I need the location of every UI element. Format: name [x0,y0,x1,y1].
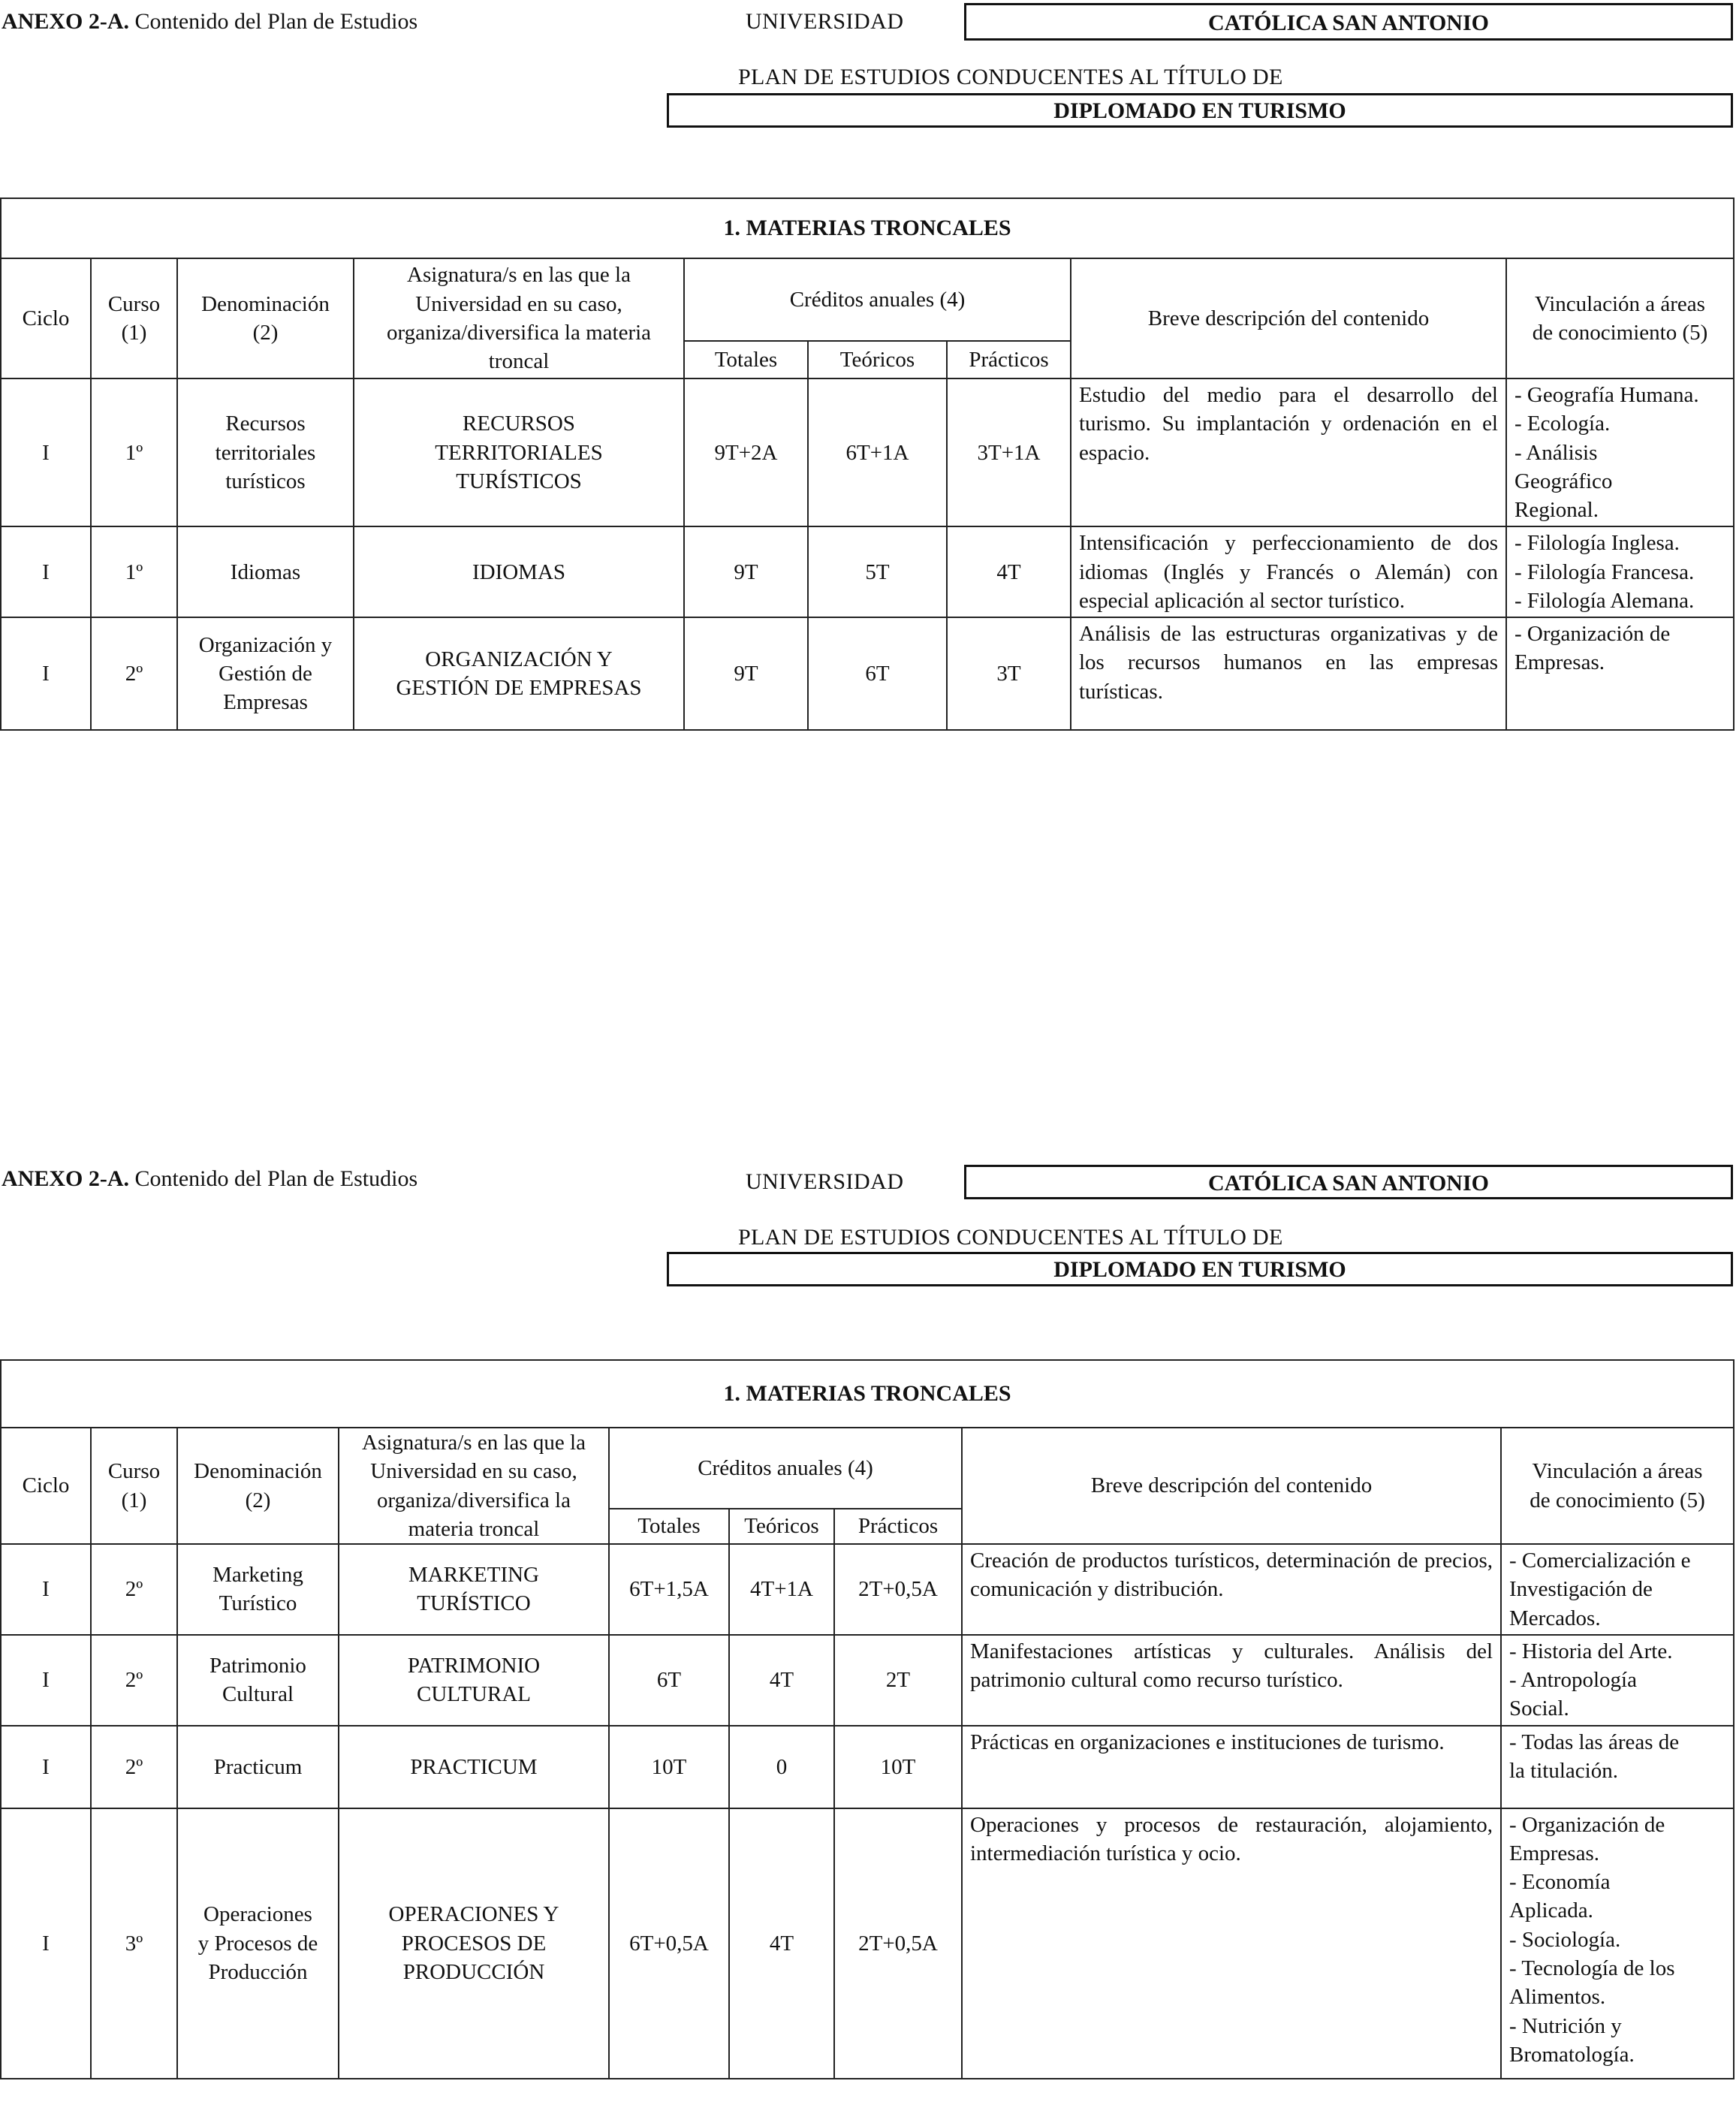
table-row [1,1544,1734,1635]
annex-heading: ANEXO 2-A. Contenido del Plan de Estudios [2,9,418,34]
cell-teoricos: 4T [729,1635,834,1726]
cell-asignatura: OPERACIONES Y PROCESOS DE PRODUCCIÓN [339,1808,609,2079]
table-row [1,378,1734,526]
cell-areas: - Historia del Arte. - Antropología Social. [1501,1635,1734,1726]
header-descripcion: Breve descripción del contenido [962,1428,1501,1544]
cell-denominacion: Organización y Gestión de Empresas [177,617,354,730]
materias-troncales-table-1 [0,198,1734,731]
plan-label: PLAN DE ESTUDIOS CONDUCENTES AL TÍTULO DE [738,1225,1283,1250]
cell-areas: - Comercialización e Investigación de Mercados. [1501,1544,1734,1635]
cell-areas: - Organización de Empresas. [1506,617,1734,730]
cell-totales: 6T+1,5A [609,1544,729,1635]
cell-descripcion: Manifestaciones artísticas y culturales. Análisis del patrimonio cultural como recurso turístico. [962,1635,1501,1726]
cell-totales: 6T [609,1635,729,1726]
table-row [1,1726,1734,1808]
table-row [1,1808,1734,2079]
university-name: CATÓLICA SAN ANTONIO [1208,11,1489,35]
university-name-box [964,1165,1733,1199]
materias-troncales-table-2 [0,1359,1734,2079]
header-practicos: Prácticos [834,1509,962,1544]
header-creditos: Créditos anuales (4) [609,1428,962,1509]
table-row [1,526,1734,617]
degree-box [667,1252,1733,1286]
degree-box [667,93,1733,128]
degree-title: DIPLOMADO EN TURISMO [1053,98,1346,123]
cell-practicos: 2T+0,5A [834,1544,962,1635]
cell-areas: - Todas las áreas de la titulación. [1501,1726,1734,1808]
cell-totales: 10T [609,1726,729,1808]
header-denominacion: Denominación (2) [177,258,354,378]
university-label: UNIVERSIDAD [746,1169,904,1194]
cell-curso: 2º [91,1544,177,1635]
cell-descripcion: Prácticas en organizaciones e instituciones de turismo. [962,1726,1501,1808]
header-vinculacion: Vinculación a áreas de conocimiento (5) [1501,1428,1734,1544]
header-practicos: Prácticos [947,341,1071,378]
header-curso: Curso (1) [91,258,177,378]
cell-curso: 1º [91,378,177,526]
university-label: UNIVERSIDAD [746,9,904,34]
header-asignatura: Asignatura/s en las que la Universidad en su caso, organiza/diversifica la materia troncal [339,1428,609,1544]
degree-title: DIPLOMADO EN TURISMO [1053,1257,1346,1282]
cell-ciclo: I [1,1544,91,1635]
cell-ciclo: I [1,617,91,730]
cell-teoricos: 6T+1A [808,378,947,526]
table-row [1,617,1734,730]
cell-descripcion: Creación de productos turísticos, determinación de precios, comunicación y distribución. [962,1544,1501,1635]
page-2 [0,1160,1736,2111]
cell-ciclo: I [1,1726,91,1808]
cell-denominacion: Operaciones y Procesos de Producción [177,1808,339,2079]
header-creditos: Créditos anuales (4) [684,258,1071,341]
cell-curso: 3º [91,1808,177,2079]
cell-asignatura: PATRIMONIO CULTURAL [339,1635,609,1726]
page-1 [0,0,1736,751]
cell-areas: - Organización de Empresas. - Economía Aplicada. - Sociología. - Tecnología de los Alimentos. - Nutrición y Bromatología. [1501,1808,1734,2079]
header-teoricos: Teóricos [808,341,947,378]
cell-teoricos: 4T [729,1808,834,2079]
cell-curso: 1º [91,526,177,617]
cell-teoricos: 5T [808,526,947,617]
cell-practicos: 3T [947,617,1071,730]
cell-denominacion: Practicum [177,1726,339,1808]
cell-descripcion: Estudio del medio para el desarrollo del turismo. Su implantación y ordenación en el espacio. [1071,378,1506,526]
cell-ciclo: I [1,1635,91,1726]
cell-descripcion: Intensificación y perfeccionamiento de dos idiomas (Inglés y Francés o Alemán) con especial aplicación al sector turístico. [1071,526,1506,617]
cell-practicos: 2T+0,5A [834,1808,962,2079]
header-teoricos: Teóricos [729,1509,834,1544]
cell-teoricos: 6T [808,617,947,730]
cell-ciclo: I [1,1808,91,2079]
cell-denominacion: Recursos territoriales turísticos [177,378,354,526]
cell-curso: 2º [91,1726,177,1808]
section-title: 1. MATERIAS TRONCALES [1,198,1734,258]
cell-denominacion: Patrimonio Cultural [177,1635,339,1726]
cell-asignatura: RECURSOS TERRITORIALES TURÍSTICOS [354,378,684,526]
cell-asignatura: MARKETING TURÍSTICO [339,1544,609,1635]
cell-denominacion: Marketing Turístico [177,1544,339,1635]
cell-practicos: 4T [947,526,1071,617]
cell-ciclo: I [1,378,91,526]
university-name: CATÓLICA SAN ANTONIO [1208,1171,1489,1196]
cell-practicos: 2T [834,1635,962,1726]
header-asignatura: Asignatura/s en las que la Universidad en su caso, organiza/diversifica la materia troncal [354,258,684,378]
cell-curso: 2º [91,617,177,730]
cell-descripcion: Análisis de las estructuras organizativas y de los recursos humanos en las empresas turísticas. [1071,617,1506,730]
cell-areas: - Geografía Humana. - Ecología. - Análisis Geográfico Regional. [1506,378,1734,526]
plan-label: PLAN DE ESTUDIOS CONDUCENTES AL TÍTULO DE [738,65,1283,89]
university-name-box [964,3,1733,41]
cell-totales: 6T+0,5A [609,1808,729,2079]
cell-practicos: 10T [834,1726,962,1808]
cell-asignatura: ORGANIZACIÓN Y GESTIÓN DE EMPRESAS [354,617,684,730]
table-row [1,1635,1734,1726]
cell-practicos: 3T+1A [947,378,1071,526]
header-totales: Totales [684,341,808,378]
cell-teoricos: 4T+1A [729,1544,834,1635]
header-ciclo: Ciclo [1,1428,91,1544]
header-totales: Totales [609,1509,729,1544]
header-vinculacion: Vinculación a áreas de conocimiento (5) [1506,258,1734,378]
cell-ciclo: I [1,526,91,617]
header-ciclo: Ciclo [1,258,91,378]
cell-teoricos: 0 [729,1726,834,1808]
cell-curso: 2º [91,1635,177,1726]
header-curso: Curso (1) [91,1428,177,1544]
cell-totales: 9T [684,526,808,617]
header-denominacion: Denominación (2) [177,1428,339,1544]
annex-heading: ANEXO 2-A. Contenido del Plan de Estudios [2,1166,418,1191]
cell-totales: 9T+2A [684,378,808,526]
cell-asignatura: IDIOMAS [354,526,684,617]
cell-totales: 9T [684,617,808,730]
cell-denominacion: Idiomas [177,526,354,617]
cell-areas: - Filología Inglesa. - Filología Francesa. - Filología Alemana. [1506,526,1734,617]
header-descripcion: Breve descripción del contenido [1071,258,1506,378]
cell-asignatura: PRACTICUM [339,1726,609,1808]
cell-descripcion: Operaciones y procesos de restauración, alojamiento, intermediación turística y ocio. [962,1808,1501,2079]
section-title: 1. MATERIAS TRONCALES [1,1360,1734,1428]
